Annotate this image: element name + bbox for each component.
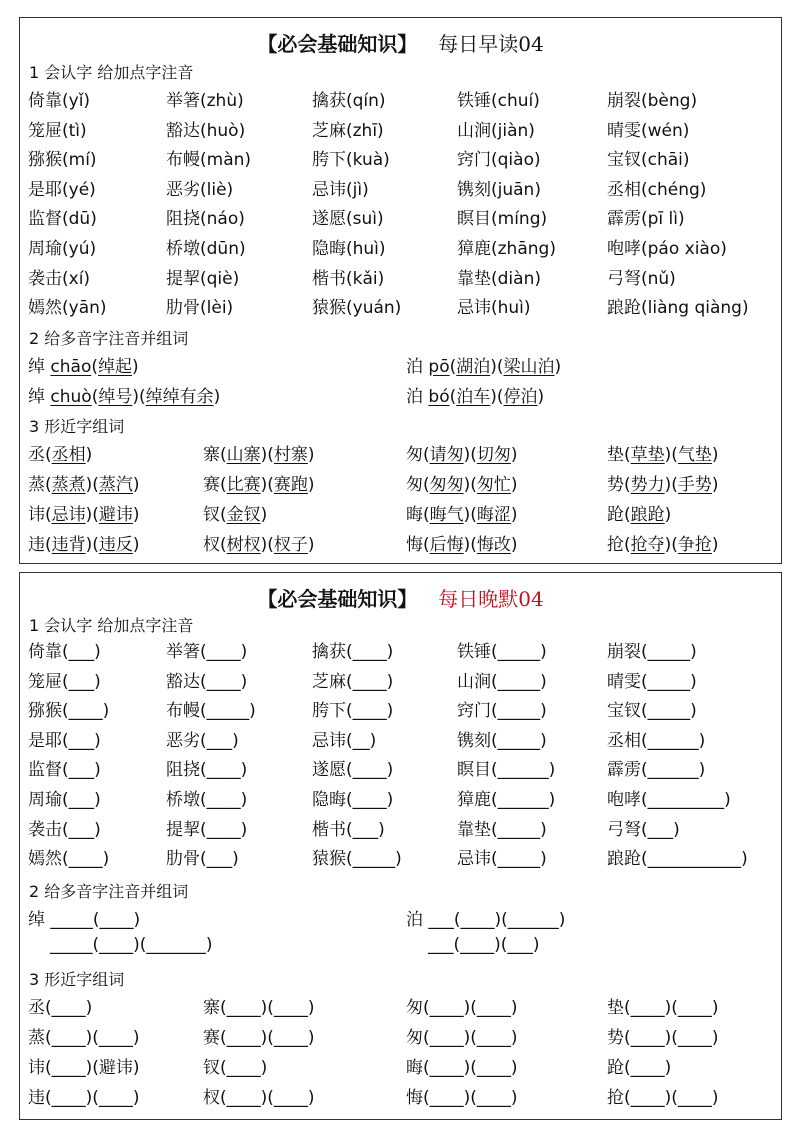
similar-char-row bbox=[20, 1053, 781, 1083]
word-item[interactable]: 隐晦(____) bbox=[312, 790, 394, 810]
evening-title-sub: 每日晚默04 bbox=[438, 587, 544, 611]
similar-char-item: 抢(抢夺)(争抢) bbox=[607, 535, 719, 555]
similar-char-item[interactable]: 匆(____)(____) bbox=[406, 998, 518, 1018]
word-item: 镌刻(juān) bbox=[457, 179, 541, 200]
word-row bbox=[20, 815, 781, 845]
similar-char-item: 违(违背)(违反) bbox=[28, 535, 140, 555]
word-item: 靠垫(diàn) bbox=[457, 268, 541, 289]
word-item: 嫣然(yān) bbox=[28, 298, 107, 319]
similar-char-item[interactable]: 讳(____)(避讳) bbox=[28, 1058, 140, 1078]
word-item: 山涧(jiàn) bbox=[457, 120, 535, 141]
word-item[interactable]: 胯下(____) bbox=[312, 701, 394, 722]
similar-char-item: 势(势力)(手势) bbox=[607, 475, 719, 495]
morning-title-sub: 每日早读04 bbox=[438, 32, 544, 56]
similar-char-item[interactable]: 匆(____)(____) bbox=[406, 1028, 518, 1048]
word-item[interactable]: 监督(___) bbox=[28, 760, 101, 781]
word-item[interactable]: 猿猴(_____) bbox=[312, 849, 402, 870]
evening-title bbox=[20, 583, 781, 612]
word-item[interactable]: 遂愿(____) bbox=[312, 760, 394, 781]
word-item: 肋骨(lèi) bbox=[166, 298, 234, 319]
word-item: 隐晦(huì) bbox=[312, 239, 386, 259]
similar-char-item[interactable]: 晦(____)(____) bbox=[406, 1058, 518, 1078]
word-item[interactable]: 丞相(______) bbox=[607, 730, 706, 751]
similar-char-row bbox=[20, 530, 781, 560]
word-row bbox=[20, 293, 781, 323]
word-item: 崩裂(bèng) bbox=[607, 91, 698, 111]
polyphone-item[interactable]: ___(____)(___) bbox=[428, 934, 540, 955]
word-item: 獐鹿(zhāng) bbox=[457, 239, 556, 259]
word-row bbox=[20, 844, 781, 874]
word-row bbox=[20, 234, 781, 264]
word-item[interactable]: 踉跄(___________) bbox=[607, 849, 748, 870]
word-item: 周瑜(yú) bbox=[28, 239, 97, 259]
polyphone-item[interactable]: 泊 ___(____)(______) bbox=[406, 910, 566, 930]
similar-char-item[interactable]: 赛(____)(____) bbox=[203, 1028, 315, 1048]
similar-char-item: 蒸(蒸煮)(蒸汽) bbox=[28, 475, 140, 495]
word-item: 晴雯(wén) bbox=[607, 120, 690, 141]
similar-char-item[interactable]: 势(____)(____) bbox=[607, 1028, 719, 1048]
similar-char-item[interactable]: 杈(____)(____) bbox=[203, 1088, 315, 1108]
evening-section-2-heading: 2 给多音字注音并组词 bbox=[29, 882, 189, 901]
evening-section-1-heading: 1 会认字 给加点字注音 bbox=[29, 616, 194, 635]
morning-section-3-heading: 3 形近字组词 bbox=[29, 417, 125, 436]
similar-char-row bbox=[20, 470, 781, 500]
word-item[interactable]: 笼屉(___) bbox=[28, 671, 101, 692]
similar-char-item[interactable]: 蒸(____)(____) bbox=[28, 1028, 140, 1048]
word-item: 布幔(màn) bbox=[166, 150, 252, 171]
similar-char-item: 垫(草垫)(气垫) bbox=[607, 445, 719, 465]
evening-title-main: 【必会基础知识】 bbox=[257, 587, 418, 611]
word-item: 袭击(xí) bbox=[28, 268, 91, 289]
word-item[interactable]: 瞑目(______) bbox=[457, 760, 556, 781]
word-item[interactable]: 桥墩(____) bbox=[166, 790, 248, 810]
word-item: 窍门(qiào) bbox=[457, 150, 541, 171]
similar-char-item[interactable]: 违(____)(____) bbox=[28, 1088, 140, 1108]
word-item: 芝麻(zhī) bbox=[312, 120, 384, 141]
word-item[interactable]: 提挈(____) bbox=[166, 819, 248, 840]
word-item[interactable]: 恶劣(___) bbox=[166, 730, 239, 751]
word-item[interactable]: 猕猴(____) bbox=[28, 701, 110, 722]
similar-char-item[interactable]: 跄(____) bbox=[607, 1058, 672, 1078]
word-row bbox=[20, 667, 781, 697]
similar-char-item[interactable]: 抢(____)(____) bbox=[607, 1088, 719, 1108]
similar-char-item: 晦(晦气)(晦涩) bbox=[406, 505, 518, 525]
word-item: 提挈(qiè) bbox=[166, 268, 240, 289]
word-item: 恶劣(liè) bbox=[166, 179, 234, 200]
word-item[interactable]: 崩裂(_____) bbox=[607, 642, 697, 662]
word-item: 桥墩(dūn) bbox=[166, 239, 246, 259]
word-item: 是耶(yé) bbox=[28, 179, 96, 200]
word-item: 举箸(zhù) bbox=[166, 91, 244, 111]
word-item: 霹雳(pī lì) bbox=[607, 209, 685, 230]
word-item[interactable]: 忌讳(_____) bbox=[457, 849, 547, 870]
similar-char-item: 杈(树杈)(杈子) bbox=[203, 535, 315, 555]
similar-char-item[interactable]: 垫(____)(____) bbox=[607, 998, 719, 1018]
word-item: 咆哮(páo xiào) bbox=[607, 239, 727, 259]
polyphone-item: 绰 chuò(绰号)(绰绰有余) bbox=[28, 386, 221, 407]
polyphone-item[interactable]: 绰 _____(____) bbox=[28, 910, 141, 930]
word-item[interactable]: 咆哮(_________) bbox=[607, 790, 731, 810]
word-item[interactable]: 倚靠(___) bbox=[28, 642, 101, 662]
morning-reading-panel bbox=[19, 17, 782, 564]
similar-char-item: 赛(比赛)(赛跑) bbox=[203, 475, 315, 495]
word-row bbox=[20, 637, 781, 667]
similar-char-item: 寨(山寨)(村寨) bbox=[203, 445, 315, 465]
word-item[interactable]: 是耶(___) bbox=[28, 730, 101, 751]
word-item: 阻挠(náo) bbox=[166, 209, 245, 230]
word-row bbox=[20, 785, 781, 815]
word-item[interactable]: 镌刻(_____) bbox=[457, 730, 547, 751]
word-item: 忌讳(jì) bbox=[312, 179, 369, 200]
evening-dictation-panel bbox=[19, 572, 782, 1120]
word-row bbox=[20, 755, 781, 785]
word-row bbox=[20, 116, 781, 146]
word-row bbox=[20, 696, 781, 726]
word-row bbox=[20, 175, 781, 205]
word-item[interactable]: 袭击(___) bbox=[28, 819, 101, 840]
similar-char-item[interactable]: 钗(____) bbox=[203, 1058, 268, 1078]
polyphone-item: 泊 bó(泊车)(停泊) bbox=[406, 386, 545, 407]
word-item: 弓弩(nǔ) bbox=[607, 268, 676, 289]
similar-char-row bbox=[20, 440, 781, 470]
polyphone-item: 泊 pō(湖泊)(梁山泊) bbox=[406, 357, 562, 377]
word-item[interactable]: 豁达(____) bbox=[166, 671, 248, 692]
word-item: 踉跄(liàng qiàng) bbox=[607, 298, 749, 319]
word-item[interactable]: 肋骨(___) bbox=[166, 849, 239, 870]
word-item[interactable]: 布幔(_____) bbox=[166, 701, 256, 722]
word-item: 倚靠(yǐ) bbox=[28, 91, 91, 111]
word-item: 宝钗(chāi) bbox=[607, 150, 690, 171]
polyphone-row bbox=[20, 935, 781, 965]
similar-char-item: 讳(忌讳)(避讳) bbox=[28, 505, 140, 525]
word-row bbox=[20, 86, 781, 116]
word-item: 遂愿(suì) bbox=[312, 209, 384, 230]
similar-char-item: 匆(匆匆)(匆忙) bbox=[406, 475, 518, 495]
similar-char-item: 钗(金钗) bbox=[203, 505, 268, 525]
similar-char-item[interactable]: 丞(____) bbox=[28, 998, 93, 1018]
word-item[interactable]: 举箸(____) bbox=[166, 642, 248, 662]
word-item[interactable]: 晴雯(_____) bbox=[607, 671, 697, 692]
similar-char-item: 悔(后悔)(悔改) bbox=[406, 535, 518, 555]
word-item: 豁达(huò) bbox=[166, 120, 246, 141]
word-item: 忌讳(huì) bbox=[457, 298, 531, 319]
morning-title-main: 【必会基础知识】 bbox=[257, 32, 418, 56]
word-item[interactable]: 霹雳(______) bbox=[607, 760, 706, 781]
word-item: 铁锤(chuí) bbox=[457, 91, 540, 111]
similar-char-row bbox=[20, 1023, 781, 1053]
word-row bbox=[20, 726, 781, 756]
similar-char-item: 跄(踉跄) bbox=[607, 505, 672, 525]
word-item[interactable]: 窍门(_____) bbox=[457, 701, 547, 722]
word-item: 笼屉(tì) bbox=[28, 120, 87, 141]
word-item: 猕猴(mí) bbox=[28, 150, 97, 171]
word-item[interactable]: 忌讳(__) bbox=[312, 730, 377, 751]
word-item[interactable]: 山涧(_____) bbox=[457, 671, 547, 692]
word-item: 丞相(chéng) bbox=[607, 179, 707, 200]
word-item: 瞑目(míng) bbox=[457, 209, 548, 230]
word-item[interactable]: 阻挠(____) bbox=[166, 760, 248, 781]
word-row bbox=[20, 204, 781, 234]
similar-char-row bbox=[20, 1083, 781, 1113]
polyphone-item[interactable]: _____(____)(_______) bbox=[50, 934, 213, 955]
word-item: 擒获(qín) bbox=[312, 91, 386, 111]
similar-char-item[interactable]: 寨(____)(____) bbox=[203, 998, 315, 1018]
word-item: 楷书(kǎi) bbox=[312, 268, 385, 289]
word-item[interactable]: 弓弩(___) bbox=[607, 819, 680, 840]
word-item[interactable]: 芝麻(____) bbox=[312, 671, 394, 692]
word-item: 胯下(kuà) bbox=[312, 150, 390, 171]
polyphone-row bbox=[20, 382, 781, 412]
similar-char-row bbox=[20, 993, 781, 1023]
morning-section-2-heading: 2 给多音字注音并组词 bbox=[29, 329, 189, 348]
similar-char-item: 丞(丞相) bbox=[28, 445, 93, 465]
word-row bbox=[20, 145, 781, 175]
similar-char-item: 匆(请匆)(切匆) bbox=[406, 445, 518, 465]
word-item[interactable]: 宝钗(_____) bbox=[607, 701, 697, 722]
word-item: 监督(dū) bbox=[28, 209, 97, 230]
similar-char-item[interactable]: 悔(____)(____) bbox=[406, 1088, 518, 1108]
morning-section-1-heading: 1 会认字 给加点字注音 bbox=[29, 63, 194, 82]
polyphone-item: 绰 chāo(绰起) bbox=[28, 357, 139, 377]
word-item[interactable]: 周瑜(___) bbox=[28, 790, 101, 810]
morning-title bbox=[20, 28, 781, 57]
word-item[interactable]: 獐鹿(______) bbox=[457, 790, 556, 810]
word-item[interactable]: 铁锤(_____) bbox=[457, 642, 547, 662]
similar-char-row bbox=[20, 500, 781, 530]
polyphone-row bbox=[20, 905, 781, 935]
word-item: 猿猴(yuán) bbox=[312, 298, 402, 319]
word-row bbox=[20, 264, 781, 294]
word-item[interactable]: 楷书(___) bbox=[312, 819, 385, 840]
word-item[interactable]: 擒获(____) bbox=[312, 642, 394, 662]
word-item[interactable]: 靠垫(_____) bbox=[457, 819, 547, 840]
word-item[interactable]: 嫣然(____) bbox=[28, 849, 110, 870]
evening-section-3-heading: 3 形近字组词 bbox=[29, 970, 125, 989]
polyphone-row bbox=[20, 352, 781, 382]
